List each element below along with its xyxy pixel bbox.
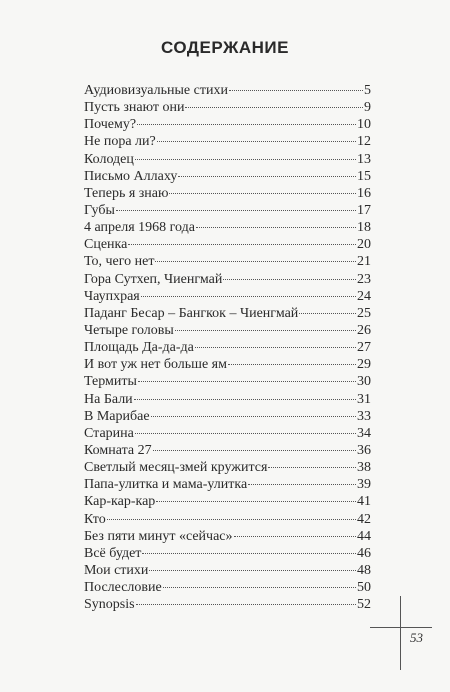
toc-entry-title: Папа-улитка и мама-улитка — [84, 477, 248, 493]
toc-entry-page: 18 — [357, 220, 371, 236]
toc-entry — [84, 579, 371, 596]
toc-entry-title: Аудиовизуальные стихи — [84, 83, 228, 98]
toc-entry-page: 9 — [364, 100, 371, 116]
toc-entry — [84, 391, 371, 408]
toc-entry-page: 27 — [357, 340, 371, 356]
toc-entry-page: 16 — [357, 185, 371, 201]
table-of-contents — [84, 82, 371, 613]
toc-entry-title: Сценка — [84, 237, 128, 253]
toc-leader-dots — [135, 433, 356, 434]
toc-entry-title: Synopsis — [84, 597, 135, 613]
toc-entry-page: 17 — [357, 202, 371, 218]
toc-entry-title: 4 апреля 1968 года — [84, 220, 195, 236]
toc-entry-title: Не пора ли? — [84, 134, 156, 150]
toc-entry — [84, 322, 371, 339]
toc-leader-dots — [135, 159, 356, 160]
toc-entry-title: Послесловие — [84, 580, 162, 596]
toc-entry — [84, 305, 371, 322]
toc-entry — [84, 442, 371, 459]
toc-entry-title: Четыре головы — [84, 322, 174, 338]
toc-entry — [84, 151, 371, 168]
toc-entry-title: Термиты — [84, 374, 137, 390]
toc-entry — [84, 408, 371, 425]
toc-leader-dots — [178, 176, 356, 177]
toc-entry-page: 36 — [357, 442, 371, 458]
toc-entry-title: Колодец — [84, 151, 134, 167]
toc-entry — [84, 133, 371, 150]
toc-entry-page: 50 — [357, 580, 371, 596]
toc-entry-title: Губы — [84, 202, 115, 218]
toc-entry-page: 39 — [357, 477, 371, 493]
toc-leader-dots — [185, 107, 363, 108]
toc-entry — [84, 202, 371, 219]
toc-entry-page: 29 — [357, 357, 371, 373]
toc-entry-title: Гора Сутхеп, Чиенгмай — [84, 271, 223, 287]
toc-leader-dots — [175, 330, 356, 331]
toc-leader-dots — [141, 296, 356, 297]
toc-entry-title: Чаупхрая — [84, 288, 140, 304]
toc-entry-page: 31 — [357, 391, 371, 407]
toc-leader-dots — [228, 364, 356, 365]
toc-entry — [84, 116, 371, 133]
toc-leader-dots — [134, 399, 356, 400]
toc-entry — [84, 99, 371, 116]
toc-entry — [84, 596, 371, 613]
toc-entry-title: Кар-кар-кар — [84, 494, 156, 510]
toc-entry — [84, 82, 371, 99]
toc-entry-page: 12 — [357, 134, 371, 150]
toc-entry-title: Всё будет — [84, 545, 142, 561]
toc-entry-title: Старина — [84, 425, 134, 441]
toc-entry-page: 24 — [357, 288, 371, 304]
toc-entry-page: 52 — [357, 597, 371, 613]
toc-entry-title: Паданг Бесар – Бангкок – Чиенгмай — [84, 305, 299, 321]
toc-leader-dots — [195, 347, 356, 348]
toc-entry-page: 33 — [357, 408, 371, 424]
toc-entry-page: 34 — [357, 425, 371, 441]
toc-entry-title: Теперь я знаю — [84, 185, 169, 201]
toc-entry-page: 41 — [357, 494, 371, 510]
toc-entry-page: 20 — [357, 237, 371, 253]
toc-entry-title: Кто — [84, 511, 106, 527]
toc-entry — [84, 562, 371, 579]
toc-entry-page: 5 — [364, 83, 371, 98]
toc-entry-page: 25 — [357, 305, 371, 321]
toc-entry — [84, 356, 371, 373]
toc-entry — [84, 168, 371, 185]
toc-entry-title: Письмо Аллаху — [84, 168, 178, 184]
toc-entry — [84, 545, 371, 562]
toc-leader-dots — [299, 313, 356, 314]
toc-leader-dots — [151, 416, 356, 417]
toc-entry-page: 13 — [357, 151, 371, 167]
toc-leader-dots — [155, 261, 356, 262]
toc-leader-dots — [142, 553, 356, 554]
toc-entry-title: Почему? — [84, 117, 137, 133]
toc-entry-title: То, чего нет — [84, 254, 155, 270]
toc-entry-page: 10 — [357, 117, 371, 133]
toc-leader-dots — [137, 124, 356, 125]
toc-leader-dots — [157, 141, 356, 142]
toc-entry-title: И вот уж нет больше ям — [84, 357, 227, 373]
toc-leader-dots — [107, 519, 356, 520]
toc-entry — [84, 459, 371, 476]
toc-entry — [84, 253, 371, 270]
toc-entry-page: 48 — [357, 562, 371, 578]
toc-entry — [84, 528, 371, 545]
toc-leader-dots — [268, 467, 356, 468]
toc-entry-title: На Бали — [84, 391, 133, 407]
toc-leader-dots — [156, 501, 356, 502]
toc-entry — [84, 236, 371, 253]
toc-entry — [84, 511, 371, 528]
toc-entry-page: 42 — [357, 511, 371, 527]
toc-entry — [84, 339, 371, 356]
toc-leader-dots — [138, 381, 356, 382]
page-number: 53 — [410, 630, 423, 645]
toc-entry-page: 21 — [357, 254, 371, 270]
toc-entry-title: Пусть знают они — [84, 100, 185, 116]
toc-entry-page: 38 — [357, 460, 371, 476]
toc-leader-dots — [223, 279, 356, 280]
toc-entry-page: 15 — [357, 168, 371, 184]
folio-vertical-rule — [400, 596, 401, 670]
toc-entry — [84, 373, 371, 390]
toc-leader-dots — [234, 536, 356, 537]
toc-entry — [84, 493, 371, 510]
toc-entry — [84, 476, 371, 493]
toc-leader-dots — [116, 210, 356, 211]
toc-entry-title: Площадь Да-да-да — [84, 340, 194, 356]
toc-leader-dots — [149, 570, 356, 571]
toc-entry-page: 46 — [357, 545, 371, 561]
toc-leader-dots — [248, 484, 356, 485]
toc-entry — [84, 288, 371, 305]
toc-entry-title: Без пяти минут «сейчас» — [84, 528, 233, 544]
toc-leader-dots — [153, 450, 356, 451]
toc-entry-title: В Марибае — [84, 408, 150, 424]
toc-entry — [84, 185, 371, 202]
page-title: СОДЕРЖАНИЕ — [161, 38, 289, 57]
toc-leader-dots — [196, 227, 356, 228]
folio-horizontal-rule — [370, 627, 432, 628]
toc-entry-page: 23 — [357, 271, 371, 287]
toc-entry-title: Мои стихи — [84, 562, 149, 578]
toc-entry-title: Светлый месяц-змей кружится — [84, 460, 268, 476]
toc-leader-dots — [136, 604, 356, 605]
toc-entry — [84, 271, 371, 288]
toc-entry-page: 30 — [357, 374, 371, 390]
toc-entry — [84, 219, 371, 236]
toc-entry-page: 44 — [357, 528, 371, 544]
toc-entry-title: Комната 27 — [84, 442, 152, 458]
toc-leader-dots — [163, 587, 356, 588]
toc-leader-dots — [128, 244, 356, 245]
toc-entry-page: 26 — [357, 322, 371, 338]
toc-entry — [84, 425, 371, 442]
toc-leader-dots — [169, 193, 356, 194]
toc-leader-dots — [229, 90, 363, 91]
